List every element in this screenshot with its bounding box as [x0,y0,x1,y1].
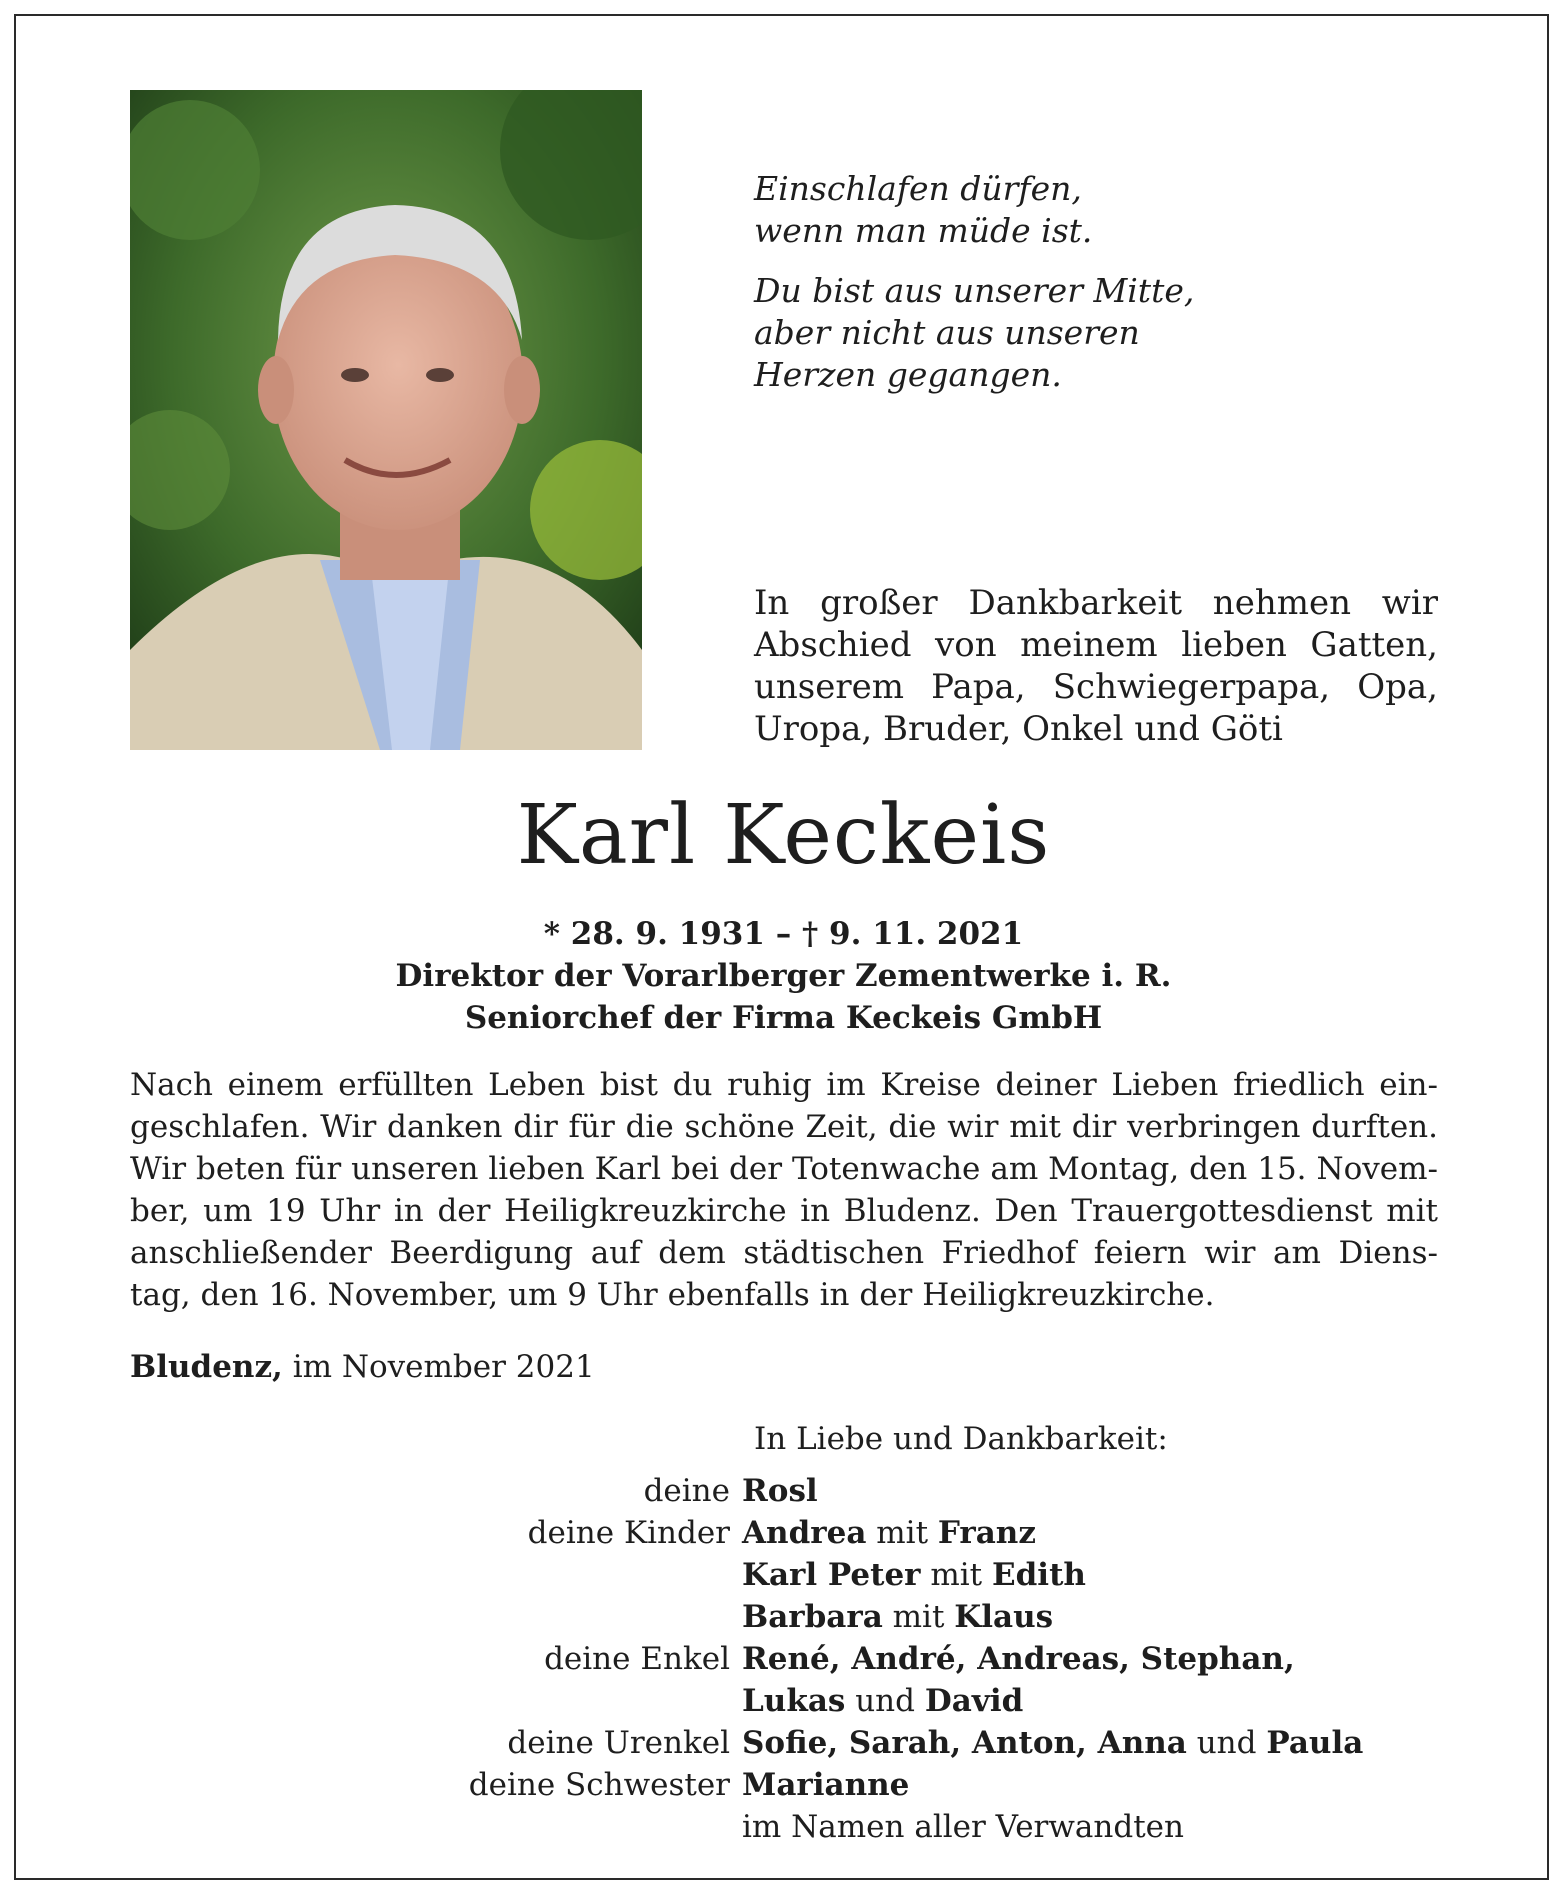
place-date: im November 2021 [282,1349,595,1385]
family-name-part: David [924,1683,1024,1719]
family-names [742,1470,818,1512]
body-line: ber, um 19 Uhr in der Heiligkreuzkirche in Bludenz. Den Trauergottesdienst mit [130,1193,1438,1229]
family-names [742,1764,909,1806]
family-name-part: im Namen aller Verwandten [742,1809,1184,1845]
family-name-part: und [1186,1725,1267,1761]
family-relation: deine Enkel [544,1641,730,1677]
body-line: tag, den 16. November, um 9 Uhr ebenfalls in der Heiligkreuzkirche. [130,1277,1215,1313]
intro-paragraph [754,582,1438,750]
family-name-part: Klaus [954,1599,1054,1635]
family-names [742,1638,1295,1680]
family-row [130,1596,1460,1638]
verse-line: Du bist aus unserer Mitte, [754,271,1195,310]
family-name-part: Paula [1266,1725,1364,1761]
family-row [130,1470,1460,1512]
announcement-text [130,1064,1438,1316]
portrait-illustration [130,90,642,750]
family-row [130,1638,1460,1680]
intro-line: unserem Papa, Schwiegerpapa, Opa, [754,667,1438,707]
family-names [742,1596,1053,1638]
verse-line: aber nicht aus unseren [754,313,1140,352]
family-name-part: Edith [992,1557,1086,1593]
place-and-date [130,1346,595,1388]
verse-line: Herzen gegangen. [754,355,1062,394]
company-title: Seniorchef der Firma Keckeis GmbH [464,1000,1103,1036]
verse-stanza-2 [754,270,1354,396]
memorial-verse [754,168,1354,414]
family-list [130,1470,1460,1848]
family-name-part: Rosl [742,1473,818,1509]
family-names [742,1512,1036,1554]
family-row [130,1722,1460,1764]
family-name-part: mit [866,1515,938,1551]
closing-line: In Liebe und Dankbarkeit: [754,1421,1168,1457]
family-relation: deine Kinder [527,1515,730,1551]
deceased-name: Karl Keckeis [516,788,1051,883]
family-name-part: Sofie, Sarah, Anton, Anna [742,1725,1187,1761]
family-row [130,1764,1460,1806]
family-relation: deine Urenkel [507,1725,730,1761]
family-relation: deine [643,1473,730,1509]
intro-line: In großer Dankbarkeit nehmen wir [754,583,1438,623]
family-relation [130,1806,742,1848]
verse-line: wenn man müde ist. [754,211,1093,250]
family-names [742,1806,1184,1848]
family-name-part: mit [882,1599,955,1635]
family-name-part: Marianne [742,1767,910,1803]
place-city: Bludenz, [130,1349,283,1385]
intro-line: Abschied von meinem lieben Gatten, [754,625,1438,665]
life-dates: * 28. 9. 1931 – † 9. 11. 2021 [543,916,1024,952]
family-relation [130,1554,742,1596]
professional-title: Direktor der Vorarlberger Zementwerke i. R. [395,958,1172,994]
family-name-part: Lukas [742,1683,846,1719]
family-name-part: Franz [937,1515,1036,1551]
family-relation [130,1680,742,1722]
family-relation [130,1596,742,1638]
family-name-part: Barbara [742,1599,883,1635]
body-line: geschlafen. Wir danken dir für die schöne Zeit, die wir mit dir verbringen durften. [130,1109,1438,1145]
body-line: Wir beten für unseren lieben Karl bei der Totenwache am Montag, den 15. Novem- [130,1151,1438,1187]
family-names [742,1680,1023,1722]
family-row [130,1554,1460,1596]
family-relation: deine Schwester [468,1767,730,1803]
body-line: Nach einem erfüllten Leben bist du ruhig im Kreise deiner Lieben friedlich ein- [130,1067,1438,1103]
portrait-photo [130,90,642,750]
verse-line: Einschlafen dürfen, [754,169,1082,208]
body-line: anschließender Beerdigung auf dem städtischen Friedhof feiern wir am Diens- [130,1235,1438,1271]
family-row [130,1806,1460,1848]
family-names [742,1554,1086,1596]
family-name-part: mit [920,1557,992,1593]
family-name-part: Karl Peter [742,1557,921,1593]
intro-line: Uropa, Bruder, Onkel und Göti [754,709,1283,749]
family-row [130,1512,1460,1554]
family-row [130,1680,1460,1722]
family-names [742,1722,1363,1764]
verse-stanza-1 [754,168,1354,252]
family-name-part: René, André, Andreas, Stephan, [742,1641,1295,1677]
family-name-part: und [845,1683,925,1719]
family-name-part: Andrea [742,1515,867,1551]
